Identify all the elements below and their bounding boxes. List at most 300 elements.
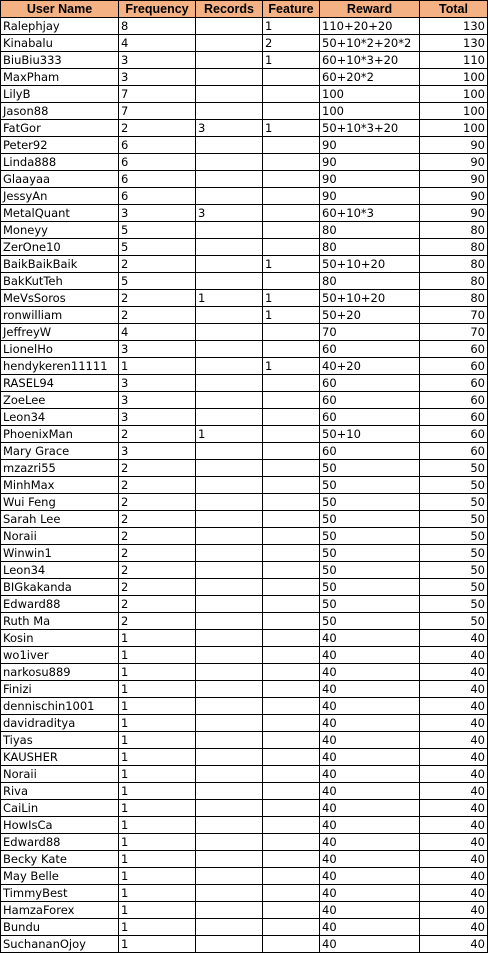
records-cell: [196, 562, 263, 579]
table-row: [1, 647, 488, 664]
frequency-cell: 6: [119, 137, 196, 154]
total-cell: 40: [420, 715, 488, 732]
feature-cell: [263, 613, 320, 630]
table-row: [1, 630, 488, 647]
table-row: [1, 698, 488, 715]
reward-cell: 100: [320, 103, 420, 120]
table-row: [1, 69, 488, 86]
header-feature: Feature: [263, 1, 320, 18]
records-cell: 1: [196, 290, 263, 307]
feature-cell: 1: [263, 52, 320, 69]
table-row: [1, 392, 488, 409]
records-cell: [196, 868, 263, 885]
reward-cell: 40: [320, 834, 420, 851]
reward-cell: 60: [320, 392, 420, 409]
records-cell: [196, 630, 263, 647]
user-name-cell: Mary Grace: [1, 443, 119, 460]
table-row: [1, 596, 488, 613]
feature-cell: [263, 324, 320, 341]
reward-cell: 60: [320, 375, 420, 392]
reward-cell: 50: [320, 545, 420, 562]
feature-cell: [263, 936, 320, 953]
frequency-cell: 1: [119, 851, 196, 868]
reward-cell: 50+10+20: [320, 256, 420, 273]
frequency-cell: 3: [119, 52, 196, 69]
reward-cell: 50: [320, 562, 420, 579]
table-row: [1, 154, 488, 171]
user-name-cell: ronwilliam: [1, 307, 119, 324]
user-name-cell: Wui Feng: [1, 494, 119, 511]
reward-cell: 40: [320, 800, 420, 817]
reward-cell: 60: [320, 443, 420, 460]
total-cell: 50: [420, 579, 488, 596]
reward-cell: 40: [320, 919, 420, 936]
feature-cell: [263, 171, 320, 188]
feature-cell: [263, 103, 320, 120]
feature-cell: [263, 902, 320, 919]
table-body: [1, 18, 488, 953]
user-name-cell: Edward88: [1, 596, 119, 613]
reward-cell: 60: [320, 341, 420, 358]
records-cell: 1: [196, 426, 263, 443]
header-records: Records: [196, 1, 263, 18]
total-cell: 80: [420, 239, 488, 256]
header-frequency: Frequency: [119, 1, 196, 18]
frequency-cell: 2: [119, 477, 196, 494]
user-name-cell: MetalQuant: [1, 205, 119, 222]
records-cell: 3: [196, 205, 263, 222]
reward-cell: 50+10+20: [320, 290, 420, 307]
records-cell: [196, 154, 263, 171]
records-cell: [196, 222, 263, 239]
table-row: [1, 494, 488, 511]
reward-cell: 40: [320, 851, 420, 868]
total-cell: 60: [420, 443, 488, 460]
frequency-cell: 2: [119, 307, 196, 324]
feature-cell: [263, 528, 320, 545]
frequency-cell: 1: [119, 715, 196, 732]
user-name-cell: Noraii: [1, 766, 119, 783]
total-cell: 40: [420, 681, 488, 698]
user-name-cell: JeffreyW: [1, 324, 119, 341]
records-cell: [196, 596, 263, 613]
reward-cell: 90: [320, 137, 420, 154]
user-name-cell: LilyB: [1, 86, 119, 103]
table-row: [1, 817, 488, 834]
table-row: [1, 18, 488, 35]
user-name-cell: PhoenixMan: [1, 426, 119, 443]
frequency-cell: 3: [119, 392, 196, 409]
total-cell: 70: [420, 324, 488, 341]
feature-cell: [263, 273, 320, 290]
feature-cell: [263, 188, 320, 205]
total-cell: 40: [420, 919, 488, 936]
feature-cell: 1: [263, 18, 320, 35]
records-cell: [196, 188, 263, 205]
frequency-cell: 3: [119, 341, 196, 358]
user-name-cell: Leon34: [1, 562, 119, 579]
frequency-cell: 7: [119, 103, 196, 120]
table-row: [1, 86, 488, 103]
frequency-cell: 1: [119, 647, 196, 664]
table-row: [1, 35, 488, 52]
table-row: [1, 341, 488, 358]
user-name-cell: FatGor: [1, 120, 119, 137]
total-cell: 110: [420, 52, 488, 69]
frequency-cell: 1: [119, 766, 196, 783]
reward-cell: 90: [320, 188, 420, 205]
reward-cell: 80: [320, 239, 420, 256]
table-row: [1, 902, 488, 919]
total-cell: 50: [420, 460, 488, 477]
reward-cell: 100: [320, 86, 420, 103]
records-cell: [196, 834, 263, 851]
feature-cell: [263, 681, 320, 698]
total-cell: 40: [420, 817, 488, 834]
reward-cell: 70: [320, 324, 420, 341]
reward-cell: 40: [320, 868, 420, 885]
records-cell: [196, 341, 263, 358]
feature-cell: [263, 766, 320, 783]
records-cell: [196, 528, 263, 545]
total-cell: 100: [420, 86, 488, 103]
reward-cell: 50+10*2+20*2: [320, 35, 420, 52]
records-cell: [196, 817, 263, 834]
records-cell: [196, 171, 263, 188]
user-name-cell: Becky Kate: [1, 851, 119, 868]
user-name-cell: Ralephjay: [1, 18, 119, 35]
feature-cell: 1: [263, 307, 320, 324]
feature-cell: [263, 511, 320, 528]
records-cell: [196, 375, 263, 392]
frequency-cell: 2: [119, 613, 196, 630]
feature-cell: 1: [263, 290, 320, 307]
total-cell: 50: [420, 511, 488, 528]
reward-cell: 50: [320, 579, 420, 596]
feature-cell: [263, 392, 320, 409]
frequency-cell: 1: [119, 834, 196, 851]
records-cell: [196, 715, 263, 732]
user-name-cell: JessyAn: [1, 188, 119, 205]
user-name-cell: BaikBaikBaik: [1, 256, 119, 273]
feature-cell: [263, 579, 320, 596]
records-cell: [196, 664, 263, 681]
frequency-cell: 1: [119, 732, 196, 749]
frequency-cell: 2: [119, 426, 196, 443]
table-row: [1, 460, 488, 477]
table-row: [1, 511, 488, 528]
feature-cell: [263, 630, 320, 647]
reward-cell: 60: [320, 409, 420, 426]
user-name-cell: Glaayaa: [1, 171, 119, 188]
feature-cell: [263, 562, 320, 579]
records-cell: [196, 698, 263, 715]
user-name-cell: HamzaForex: [1, 902, 119, 919]
table-row: [1, 528, 488, 545]
records-cell: [196, 239, 263, 256]
reward-cell: 90: [320, 171, 420, 188]
total-cell: 50: [420, 528, 488, 545]
table-row: [1, 664, 488, 681]
user-name-cell: Kosin: [1, 630, 119, 647]
total-cell: 60: [420, 358, 488, 375]
total-cell: 40: [420, 749, 488, 766]
feature-cell: [263, 545, 320, 562]
frequency-cell: 2: [119, 596, 196, 613]
table-row: [1, 358, 488, 375]
user-name-cell: ZerOne10: [1, 239, 119, 256]
user-name-cell: Riva: [1, 783, 119, 800]
user-name-cell: BiuBiu333: [1, 52, 119, 69]
total-cell: 130: [420, 35, 488, 52]
reward-cell: 40: [320, 902, 420, 919]
frequency-cell: 1: [119, 885, 196, 902]
total-cell: 40: [420, 698, 488, 715]
reward-cell: 40: [320, 766, 420, 783]
user-name-cell: Peter92: [1, 137, 119, 154]
table-row: [1, 52, 488, 69]
feature-cell: 1: [263, 120, 320, 137]
records-cell: [196, 35, 263, 52]
records-cell: [196, 885, 263, 902]
frequency-cell: 1: [119, 698, 196, 715]
frequency-cell: 2: [119, 545, 196, 562]
records-cell: [196, 392, 263, 409]
frequency-cell: 1: [119, 902, 196, 919]
records-cell: [196, 52, 263, 69]
user-name-cell: SuchananOjoy: [1, 936, 119, 953]
user-name-cell: Sarah Lee: [1, 511, 119, 528]
records-cell: [196, 103, 263, 120]
records-cell: 3: [196, 120, 263, 137]
table-row: [1, 375, 488, 392]
total-cell: 40: [420, 800, 488, 817]
records-cell: [196, 902, 263, 919]
records-cell: [196, 69, 263, 86]
frequency-cell: 1: [119, 783, 196, 800]
table-row: [1, 256, 488, 273]
records-cell: [196, 647, 263, 664]
frequency-cell: 1: [119, 358, 196, 375]
reward-cell: 80: [320, 273, 420, 290]
records-cell: [196, 851, 263, 868]
records-cell: [196, 732, 263, 749]
total-cell: 40: [420, 664, 488, 681]
reward-cell: 50: [320, 511, 420, 528]
feature-cell: [263, 239, 320, 256]
user-name-cell: Edward88: [1, 834, 119, 851]
user-name-cell: Ruth Ma: [1, 613, 119, 630]
frequency-cell: 3: [119, 69, 196, 86]
total-cell: 50: [420, 477, 488, 494]
records-cell: [196, 307, 263, 324]
total-cell: 70: [420, 307, 488, 324]
total-cell: 90: [420, 154, 488, 171]
records-cell: [196, 800, 263, 817]
user-name-cell: HowIsCa: [1, 817, 119, 834]
frequency-cell: 2: [119, 511, 196, 528]
table-row: [1, 222, 488, 239]
frequency-cell: 2: [119, 528, 196, 545]
table-row: [1, 137, 488, 154]
frequency-cell: 6: [119, 171, 196, 188]
table-row: [1, 171, 488, 188]
frequency-cell: 6: [119, 188, 196, 205]
header-row: [1, 1, 488, 18]
table-row: [1, 426, 488, 443]
feature-cell: [263, 460, 320, 477]
user-name-cell: ZoeLee: [1, 392, 119, 409]
feature-cell: [263, 732, 320, 749]
frequency-cell: 1: [119, 919, 196, 936]
table-row: [1, 783, 488, 800]
feature-cell: [263, 800, 320, 817]
table-row: [1, 800, 488, 817]
feature-cell: [263, 851, 320, 868]
records-cell: [196, 477, 263, 494]
reward-cell: 50: [320, 477, 420, 494]
table-row: [1, 307, 488, 324]
reward-cell: 40: [320, 749, 420, 766]
frequency-cell: 8: [119, 18, 196, 35]
reward-cell: 40: [320, 936, 420, 953]
feature-cell: 1: [263, 256, 320, 273]
reward-cell: 50+20: [320, 307, 420, 324]
frequency-cell: 2: [119, 460, 196, 477]
total-cell: 40: [420, 783, 488, 800]
table-row: [1, 732, 488, 749]
user-name-cell: Linda888: [1, 154, 119, 171]
feature-cell: [263, 868, 320, 885]
feature-cell: [263, 715, 320, 732]
total-cell: 60: [420, 392, 488, 409]
records-cell: [196, 494, 263, 511]
frequency-cell: 6: [119, 154, 196, 171]
user-name-cell: MeVsSoros: [1, 290, 119, 307]
total-cell: 50: [420, 613, 488, 630]
table-row: [1, 205, 488, 222]
user-name-cell: Winwin1: [1, 545, 119, 562]
records-cell: [196, 545, 263, 562]
feature-cell: [263, 409, 320, 426]
frequency-cell: 1: [119, 664, 196, 681]
reward-cell: 40: [320, 630, 420, 647]
total-cell: 40: [420, 766, 488, 783]
feature-cell: [263, 698, 320, 715]
table-row: [1, 409, 488, 426]
user-name-cell: MaxPham: [1, 69, 119, 86]
frequency-cell: 3: [119, 205, 196, 222]
frequency-cell: 2: [119, 120, 196, 137]
table-row: [1, 545, 488, 562]
feature-cell: [263, 834, 320, 851]
table-row: [1, 936, 488, 953]
table-row: [1, 885, 488, 902]
records-cell: [196, 86, 263, 103]
frequency-cell: 1: [119, 800, 196, 817]
table-row: [1, 613, 488, 630]
feature-cell: [263, 222, 320, 239]
reward-cell: 90: [320, 154, 420, 171]
records-cell: [196, 783, 263, 800]
reward-cell: 50+10*3+20: [320, 120, 420, 137]
user-name-cell: Jason88: [1, 103, 119, 120]
frequency-cell: 3: [119, 409, 196, 426]
table-row: [1, 290, 488, 307]
reward-cell: 60+10*3+20: [320, 52, 420, 69]
records-cell: [196, 681, 263, 698]
user-name-cell: Noraii: [1, 528, 119, 545]
reward-cell: 50: [320, 494, 420, 511]
table-row: [1, 766, 488, 783]
feature-cell: [263, 664, 320, 681]
user-name-cell: Bundu: [1, 919, 119, 936]
reward-cell: 40: [320, 783, 420, 800]
frequency-cell: 3: [119, 375, 196, 392]
total-cell: 60: [420, 375, 488, 392]
total-cell: 60: [420, 341, 488, 358]
table-row: [1, 443, 488, 460]
user-name-cell: Kinabalu: [1, 35, 119, 52]
records-cell: [196, 256, 263, 273]
frequency-cell: 4: [119, 324, 196, 341]
reward-cell: 40: [320, 647, 420, 664]
table-row: [1, 579, 488, 596]
user-name-cell: wo1iver: [1, 647, 119, 664]
total-cell: 40: [420, 851, 488, 868]
feature-cell: [263, 494, 320, 511]
frequency-cell: 5: [119, 273, 196, 290]
reward-cell: 50: [320, 596, 420, 613]
user-name-cell: narkosu889: [1, 664, 119, 681]
records-cell: [196, 18, 263, 35]
feature-cell: [263, 477, 320, 494]
user-name-cell: mzazri55: [1, 460, 119, 477]
total-cell: 40: [420, 885, 488, 902]
frequency-cell: 5: [119, 239, 196, 256]
feature-cell: [263, 749, 320, 766]
records-cell: [196, 749, 263, 766]
reward-cell: 50: [320, 613, 420, 630]
table-row: [1, 868, 488, 885]
total-cell: 100: [420, 69, 488, 86]
total-cell: 90: [420, 137, 488, 154]
records-cell: [196, 919, 263, 936]
user-name-cell: LionelHo: [1, 341, 119, 358]
total-cell: 90: [420, 205, 488, 222]
reward-cell: 50: [320, 460, 420, 477]
records-cell: [196, 579, 263, 596]
frequency-cell: 2: [119, 256, 196, 273]
records-cell: [196, 460, 263, 477]
frequency-cell: 4: [119, 35, 196, 52]
frequency-cell: 5: [119, 222, 196, 239]
user-name-cell: BIGkakanda: [1, 579, 119, 596]
total-cell: 40: [420, 732, 488, 749]
table-row: [1, 681, 488, 698]
table-row: [1, 239, 488, 256]
feature-cell: 2: [263, 35, 320, 52]
frequency-cell: 1: [119, 630, 196, 647]
table-row: [1, 562, 488, 579]
feature-cell: [263, 375, 320, 392]
frequency-cell: 2: [119, 562, 196, 579]
user-name-cell: May Belle: [1, 868, 119, 885]
feature-cell: [263, 137, 320, 154]
user-name-cell: hendykeren11111: [1, 358, 119, 375]
frequency-cell: 1: [119, 817, 196, 834]
table-row: [1, 273, 488, 290]
